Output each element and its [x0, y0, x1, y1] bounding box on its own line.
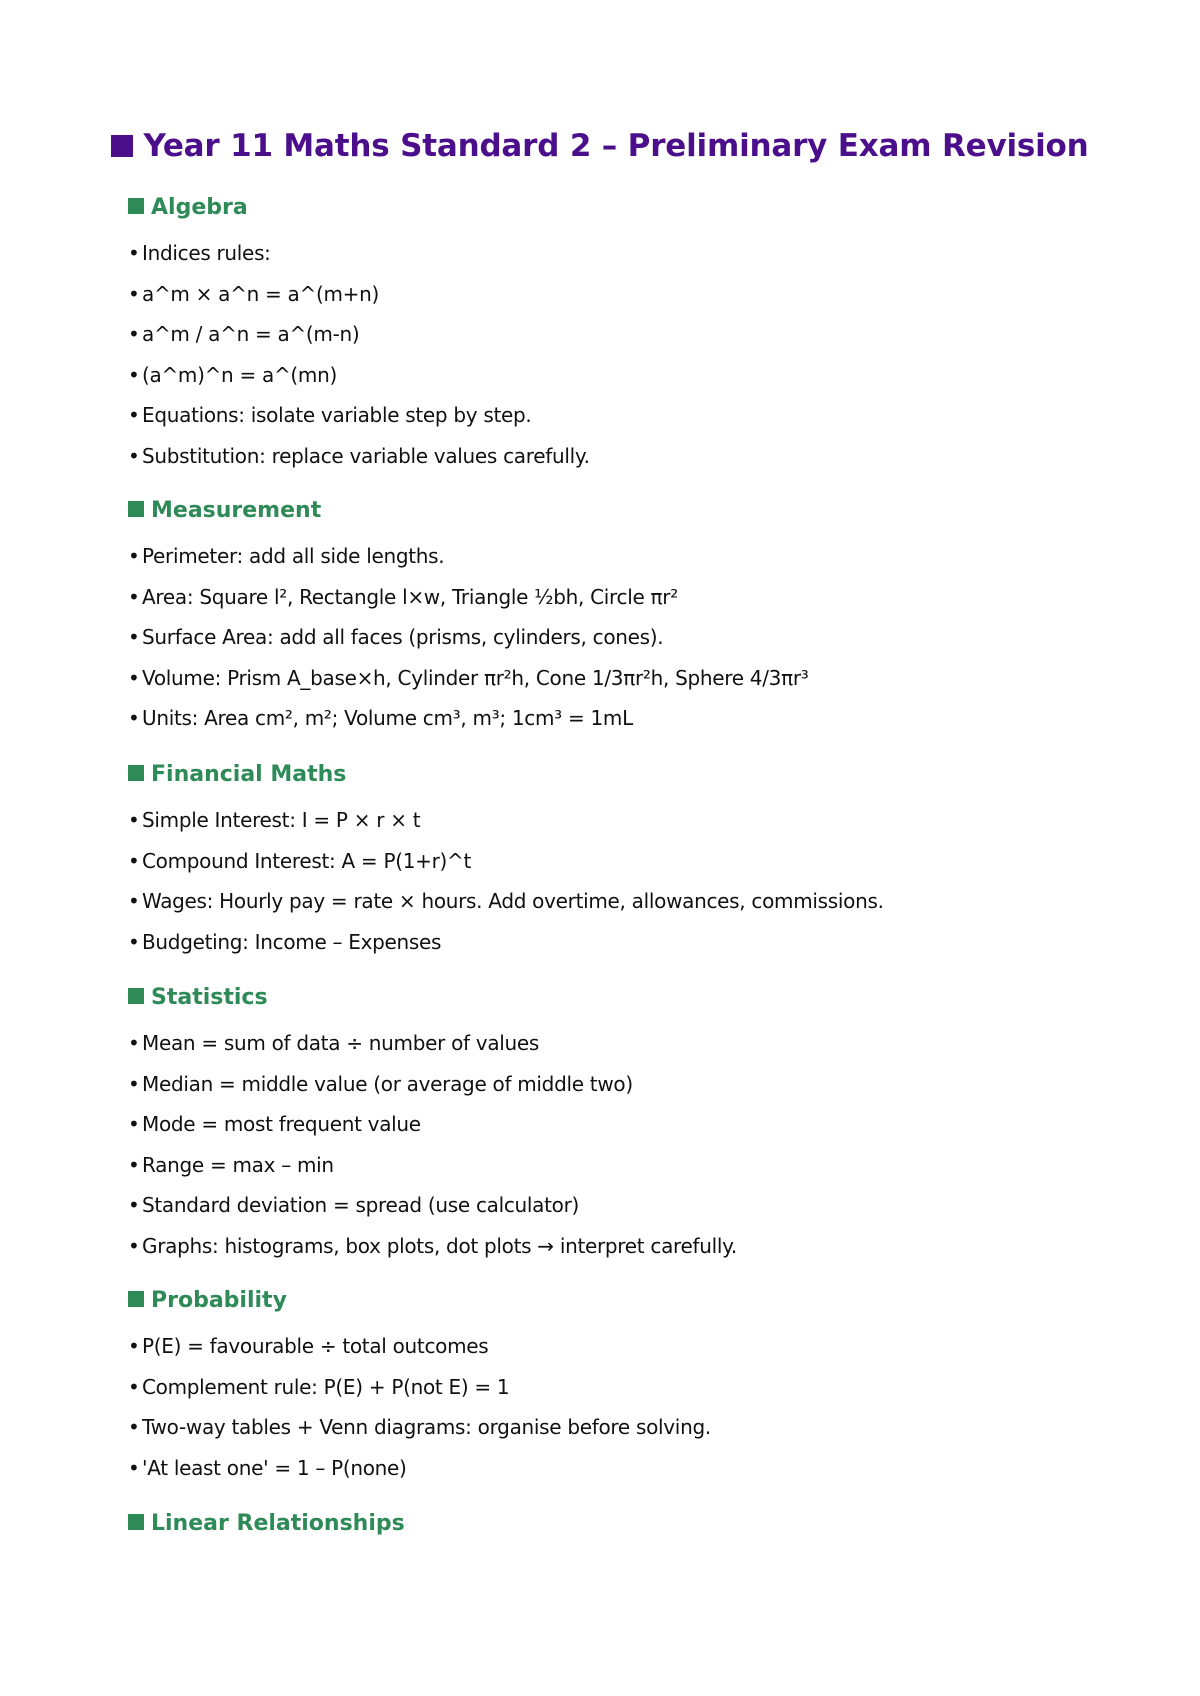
list-item: • Median = middle value (or average of middle two) — [128, 1071, 633, 1096]
list-item: • Mode = most frequent value — [128, 1112, 421, 1136]
section-heading: Algebra — [128, 193, 1128, 240]
heading-square-icon — [128, 765, 144, 781]
list-item: • Substitution: replace variable values carefully. — [128, 443, 590, 468]
list-item: • Units: Area cm², m²; Volume cm³, m³; 1cm³ = 1mL — [128, 706, 633, 730]
section-heading: Linear Relationships — [128, 1509, 1128, 1556]
list-item: • Volume: Prism A_base×h, Cylinder πr²h, Cone 1/3πr²h, Sphere 4/3πr³ — [128, 665, 809, 690]
list-item: • P(E) = favourable ÷ total outcomes — [128, 1334, 489, 1358]
section-heading: Statistics — [128, 983, 1128, 1030]
list-item: • Graphs: histograms, box plots, dot plots → interpret carefully. — [128, 1233, 737, 1258]
list-item: • Simple Interest: I = P × r × t — [128, 808, 421, 832]
list-item: • Range = max – min — [128, 1152, 334, 1177]
section-algebra — [128, 193, 1128, 483]
list-item: • Indices rules: — [128, 241, 271, 265]
section-financial-maths — [128, 760, 1128, 969]
list-item: • Budgeting: Income – Expenses — [128, 929, 442, 954]
list-item: • Equations: isolate variable step by step. — [128, 403, 532, 427]
list-item: • Standard deviation = spread (use calculator) — [128, 1193, 580, 1217]
section-statistics — [128, 983, 1128, 1273]
list-item: • Two-way tables + Venn diagrams: organise before solving. — [128, 1415, 711, 1439]
section-linear-relationships — [128, 1509, 1128, 1556]
list-item: • Perimeter: add all side lengths. — [128, 544, 445, 568]
list-item: • Compound Interest: A = P(1+r)^t — [128, 848, 472, 873]
section-heading: Financial Maths — [128, 760, 1128, 807]
list-item: • Mean = sum of data ÷ number of values — [128, 1031, 540, 1055]
list-item: • 'At least one' = 1 – P(none) — [128, 1455, 407, 1480]
section-measurement — [128, 496, 1128, 746]
heading-square-icon — [128, 988, 144, 1004]
list-item: • (a^m)^n = a^(mn) — [128, 362, 337, 387]
list-item: • a^m / a^n = a^(m-n) — [128, 322, 360, 346]
list-item: • a^m × a^n = a^(m+n) — [128, 281, 379, 306]
list-item: • Wages: Hourly pay = rate × hours. Add overtime, allowances, commissions. — [128, 889, 884, 913]
list-item: • Complement rule: P(E) + P(not E) = 1 — [128, 1374, 510, 1399]
page-title-text: Year 11 Maths Standard 2 – Preliminary Exam Revision — [143, 128, 1089, 164]
heading-square-icon — [128, 1291, 144, 1307]
section-heading: Probability — [128, 1286, 1128, 1333]
heading-square-icon — [128, 501, 144, 517]
page-title — [0, 126, 1200, 166]
section-probability — [128, 1286, 1128, 1495]
heading-square-icon — [128, 1514, 144, 1530]
heading-square-icon — [128, 198, 144, 214]
list-item: • Surface Area: add all faces (prisms, cylinders, cones). — [128, 625, 664, 649]
list-item: • Area: Square l², Rectangle l×w, Triangle ½bh, Circle πr² — [128, 584, 678, 609]
title-square-icon — [111, 135, 133, 157]
section-heading: Measurement — [128, 496, 1128, 543]
